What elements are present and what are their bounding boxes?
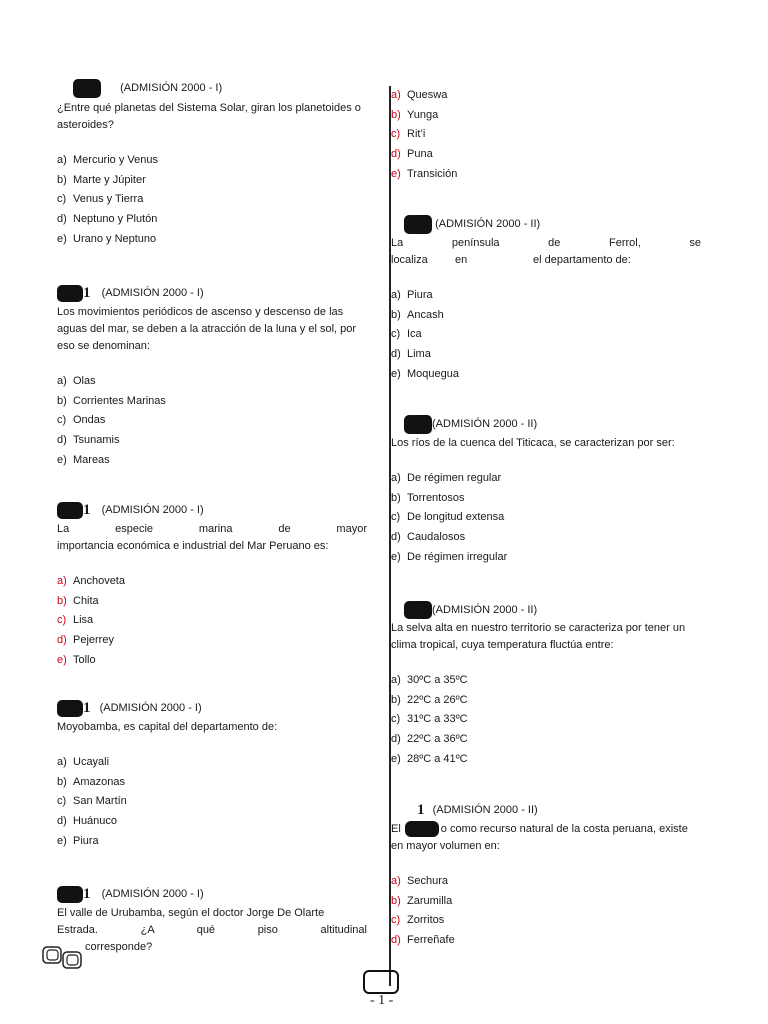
question-number: 1 — [83, 700, 91, 717]
option: d) Puna — [391, 148, 433, 161]
question-text: El o como recurso natural de la costa peruana, existe en mayor volumen en: — [391, 823, 688, 852]
option: a) Sechura — [391, 875, 448, 887]
option: c) 31ºC a 33ºC — [391, 713, 468, 726]
exam-tag: (ADMISIÓN 2000 - I) — [101, 504, 204, 517]
option: b) Ancash — [391, 308, 444, 321]
question-text-line: importancia económica e industrial del Mar Peruano es: — [57, 540, 329, 552]
copy-boxes-icon — [42, 946, 84, 970]
question-right-continuation — [391, 86, 701, 184]
question-left-1 — [57, 78, 367, 249]
option: e) 28ºC a 41ºC — [391, 752, 468, 765]
option: c) De longitud extensa — [391, 511, 505, 524]
options-list — [391, 872, 701, 951]
page-number-box — [363, 970, 399, 994]
redaction-mark — [57, 285, 83, 302]
option: c) Zorritos — [391, 914, 445, 927]
question-text-line: El valle de Urubamba, según el doctor Jorge De Olarte — [57, 907, 325, 919]
option: a) Olas — [57, 375, 96, 387]
question-header — [57, 698, 367, 718]
question-text: Moyobamba, es capital del departamento de: — [57, 721, 278, 733]
question-text-line: La península de Ferrol, se — [391, 237, 701, 249]
question-text: Los movimientos periódicos de ascenso y descenso de las aguas del mar, se deben a la atracción de la luna y el sol, por eso se denominan: — [57, 306, 357, 352]
question-header — [57, 884, 367, 904]
redaction-mark — [57, 700, 83, 717]
option: a) Queswa — [391, 89, 448, 101]
redaction-mark — [404, 601, 432, 619]
option: a) Anchoveta — [57, 575, 125, 587]
option: b) Marte y Júpiter — [57, 173, 146, 186]
option: e) Transición — [391, 167, 458, 180]
options-list — [391, 86, 701, 184]
redaction-mark — [57, 502, 83, 519]
option: d) Tsunamis — [57, 434, 120, 447]
option: c) San Martín — [57, 795, 127, 808]
options-list — [391, 671, 701, 769]
option: a) Mercurio y Venus — [57, 154, 158, 166]
question-number: 1 — [417, 802, 425, 819]
question-header — [391, 214, 701, 234]
option: e) Piura — [57, 834, 99, 847]
redaction-mark — [73, 79, 101, 98]
option: b) Torrentosos — [391, 491, 465, 504]
option: e) Mareas — [57, 453, 110, 466]
options-list — [391, 469, 701, 567]
option: e) Urano y Neptuno — [57, 232, 157, 245]
page-number: - 1 - — [370, 993, 394, 1008]
option: b) Corrientes Marinas — [57, 394, 166, 407]
question-right-3 — [391, 600, 701, 769]
redaction-mark — [57, 886, 83, 903]
question-text-line — [391, 252, 701, 269]
option: b) 22ºC a 26ºC — [391, 693, 468, 706]
question-text-line: La especie marina de mayor — [57, 523, 367, 535]
question-header — [57, 500, 367, 520]
option: c) Ica — [391, 328, 422, 341]
option: b) Chita — [57, 594, 99, 607]
option: e) De régimen irregular — [391, 550, 508, 563]
question-left-3 — [57, 500, 367, 670]
option: c) Ondas — [57, 414, 106, 427]
question-right-2 — [391, 414, 701, 567]
exam-tag: (ADMISIÓN 2000 - II) — [435, 218, 541, 231]
options-list — [57, 572, 367, 670]
option: d) 22ºC a 36ºC — [391, 733, 468, 746]
exam-tag: (ADMISIÓN 2000 - I) — [101, 287, 204, 300]
option: b) Amazonas — [57, 775, 125, 788]
question-left-5 — [57, 884, 367, 956]
question-left-4 — [57, 698, 367, 851]
option: c) Lisa — [57, 614, 94, 627]
options-list — [57, 151, 367, 249]
exam-tag: (ADMISIÓN 2000 - I) — [101, 888, 204, 901]
option: a) De régimen regular — [391, 472, 502, 484]
option: b) Yunga — [391, 108, 439, 121]
question-header — [57, 283, 367, 303]
exam-tag: (ADMISIÓN 2000 - II) — [432, 804, 538, 817]
option: d) Lima — [391, 348, 431, 361]
option: d) Caudalosos — [391, 531, 466, 544]
text-word: localiza — [391, 254, 428, 266]
option: d) Pejerrey — [57, 634, 114, 647]
redaction-mark — [404, 415, 432, 434]
question-right-1 — [391, 214, 701, 384]
options-list — [57, 753, 367, 851]
question-header — [391, 800, 701, 820]
option: e) Tollo — [57, 653, 96, 666]
options-list — [57, 372, 367, 470]
option: c) Venus y Tierra — [57, 193, 144, 206]
option: d) Ferreñafe — [391, 934, 455, 947]
text-word: en — [455, 254, 468, 266]
option: e) Moquegua — [391, 367, 459, 380]
question-header — [391, 414, 701, 434]
exam-tag: (ADMISIÓN 2000 - II) — [432, 604, 538, 617]
option: c) Rit’i — [391, 128, 426, 141]
exam-tag: (ADMISIÓN 2000 - II) — [432, 418, 538, 431]
question-text: ¿Entre qué planetas del Sistema Solar, giran los planetoides o asteroides? — [57, 102, 361, 131]
question-right-4 — [391, 800, 701, 951]
option: a) Ucayali — [57, 756, 110, 768]
question-number: 1 — [83, 285, 91, 302]
question-text: Los ríos de la cuenca del Titicaca, se caracterizan por ser: — [391, 437, 675, 449]
option: a) Piura — [391, 289, 433, 301]
question-text: La selva alta en nuestro territorio se caracteriza por tener un clima tropical, cuya temperatura fluctúa entre: — [391, 622, 686, 651]
exam-tag: (ADMISIÓN 2000 - I) — [99, 702, 202, 715]
option: b) Zarumilla — [391, 894, 453, 907]
question-text-line: corresponde? — [85, 941, 153, 953]
option: a) 30ºC a 35ºC — [391, 674, 468, 686]
option: d) Neptuno y Plutón — [57, 213, 158, 226]
question-number: 1 — [83, 886, 91, 903]
question-left-2 — [57, 283, 367, 470]
options-list — [391, 286, 701, 384]
question-header — [57, 78, 367, 98]
question-header — [391, 600, 701, 620]
question-number: 1 — [83, 502, 91, 519]
redaction-mark — [404, 215, 432, 234]
redaction-mark — [405, 821, 439, 837]
question-text-line: Estrada. ¿A qué piso altitudinal — [57, 924, 367, 936]
option: d) Huánuco — [57, 815, 118, 828]
text-word: el departamento de: — [533, 254, 631, 266]
exam-tag: (ADMISIÓN 2000 - I) — [120, 82, 223, 95]
